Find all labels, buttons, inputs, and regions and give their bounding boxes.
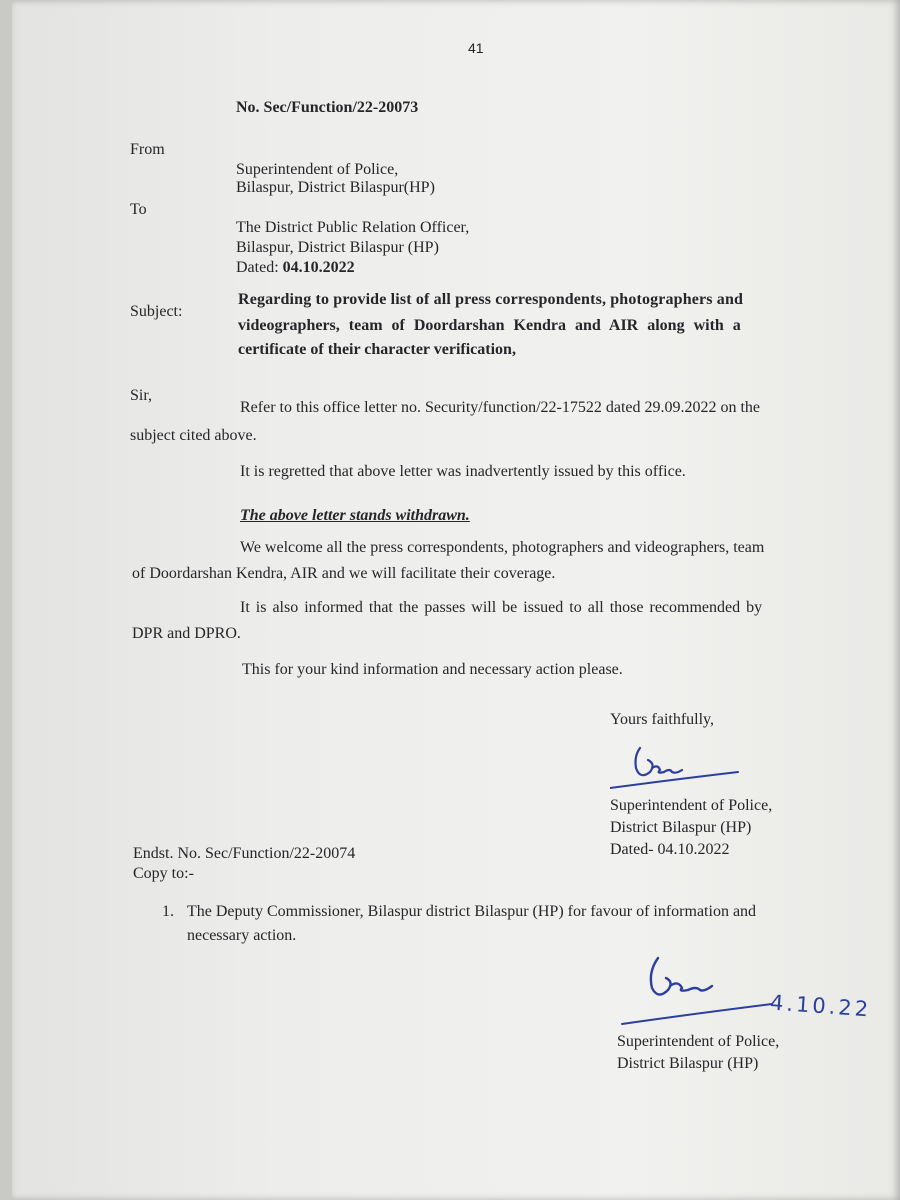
signature-1 bbox=[610, 738, 740, 798]
copy-to-label: Copy to:- bbox=[133, 865, 194, 882]
copy-item-number: 1. bbox=[162, 903, 174, 920]
para4-line-2: DPR and DPRO. bbox=[132, 625, 241, 642]
closing: Yours faithfully, bbox=[610, 711, 715, 728]
to-line-2: Bilaspur, District Bilaspur (HP) bbox=[236, 239, 439, 256]
subject-label: Subject: bbox=[130, 303, 183, 320]
sig1-line-3: Dated- 04.10.2022 bbox=[610, 841, 730, 858]
subject-line-2: videographers, team of Doordarshan Kendra and AIR along with a bbox=[238, 317, 741, 334]
from-line-1: Superintendent of Police, bbox=[236, 161, 399, 178]
para3-line-1: We welcome all the press correspondents, photographers and videographers, team bbox=[240, 539, 765, 556]
to-line-1: The District Public Relation Officer, bbox=[236, 219, 470, 236]
from-line-2: Bilaspur, District Bilaspur(HP) bbox=[236, 179, 435, 196]
dated-line bbox=[236, 258, 355, 278]
para4-line-1: It is also informed that the passes will be issued to all those recommended by bbox=[240, 599, 763, 616]
copy-item-line-2: necessary action. bbox=[187, 927, 297, 944]
sig2-line-1: Superintendent of Police, bbox=[617, 1033, 780, 1050]
withdrawn-notice: The above letter stands withdrawn. bbox=[240, 507, 470, 524]
page-number: 41 bbox=[468, 40, 484, 56]
sig2-line-2: District Bilaspur (HP) bbox=[617, 1055, 759, 1072]
to-label: To bbox=[130, 201, 147, 218]
dated-value: 04.10.2022 bbox=[282, 259, 355, 276]
from-label: From bbox=[130, 141, 165, 158]
subject-line-3: certificate of their character verification, bbox=[238, 341, 516, 358]
para5: This for your kind information and necessary action please. bbox=[242, 661, 623, 678]
subject-line-1: Regarding to provide list of all press correspondents, photographers and bbox=[238, 291, 744, 308]
salutation: Sir, bbox=[130, 387, 153, 404]
handwritten-date: 4.10.22 bbox=[769, 990, 872, 1022]
copy-item-line-1: The Deputy Commissioner, Bilaspur district Bilaspur (HP) for favour of information and bbox=[187, 903, 757, 920]
para2: It is regretted that above letter was inadvertently issued by this office. bbox=[240, 463, 686, 480]
para1-line-1: Refer to this office letter no. Security/function/22-17522 dated 29.09.2022 on the bbox=[240, 399, 761, 416]
endorsement-number: Endst. No. Sec/Function/22-20074 bbox=[133, 845, 356, 862]
sig1-line-2: District Bilaspur (HP) bbox=[610, 819, 752, 836]
sig1-line-1: Superintendent of Police, bbox=[610, 797, 773, 814]
dated-label: Dated: bbox=[236, 259, 279, 276]
letter-number: No. Sec/Function/22-20073 bbox=[236, 99, 419, 116]
letter-sheet bbox=[12, 0, 900, 1200]
para1-line-2: subject cited above. bbox=[130, 427, 257, 444]
para3-line-2: of Doordarshan Kendra, AIR and we will facilitate their coverage. bbox=[132, 565, 556, 582]
